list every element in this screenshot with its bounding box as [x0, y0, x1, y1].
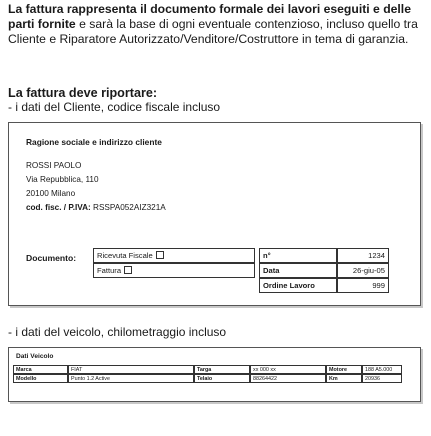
date-value: 26-giu-05: [337, 263, 389, 278]
bullet-vehicle: - i dati del veicolo, chilometraggio incluso: [8, 325, 227, 339]
order-value: 999: [337, 278, 389, 293]
invoice-checkbox: [124, 266, 132, 274]
plate-label: Targa: [194, 365, 250, 374]
engine-value: 188 A5.000: [362, 365, 402, 374]
chassis-value: 88264422: [250, 374, 326, 383]
customer-city: 20100 Milano: [26, 189, 76, 198]
km-label: Km: [326, 374, 362, 383]
plate-value: xx 000 xx: [250, 365, 326, 374]
model-label: Modello: [13, 374, 68, 383]
receipt-checkbox: [156, 251, 164, 259]
km-value: 20936: [362, 374, 402, 383]
number-value: 1234: [337, 248, 389, 263]
customer-tax: [26, 203, 166, 212]
customer-box-title: Ragione sociale e indirizzo cliente: [26, 137, 162, 147]
chassis-label: Telaio: [194, 374, 250, 383]
document-option-receipt: [93, 248, 255, 263]
date-label: Data: [259, 263, 337, 278]
customer-tax-label: cod. fisc. / P.IVA:: [26, 203, 91, 212]
order-label: Ordine Lavoro: [259, 278, 337, 293]
engine-label: Motore: [326, 365, 362, 374]
intro-paragraph: [8, 2, 424, 47]
customer-tax-value: RSSPA052AIZ321A: [93, 203, 166, 212]
document-label: Documento:: [26, 253, 77, 263]
intro-bold: La fattura rappresenta il documento formale dei lavori eseguiti e delle parti fornite: [8, 2, 411, 31]
vehicle-box-title: Dati Veicolo: [16, 353, 54, 360]
customer-box: [8, 122, 421, 306]
intro-rest: e sarà la base di ogni eventuale contenzioso, incluso quello tra Cliente e Riparatore Autorizzato/Venditore/Costruttore in tema di garanzia.: [8, 17, 418, 46]
model-value: Punto 1.2 Active: [68, 374, 194, 383]
section-heading: La fattura deve riportare:: [8, 86, 158, 100]
vehicle-box: [8, 347, 421, 402]
number-label: n°: [259, 248, 337, 263]
receipt-label: Ricevuta Fiscale: [97, 251, 153, 260]
invoice-label: Fattura: [97, 266, 122, 275]
brand-value: FIAT: [68, 365, 194, 374]
bullet-customer: - i dati del Cliente, codice fiscale incluso: [8, 100, 221, 114]
brand-label: Marca: [13, 365, 68, 374]
customer-name: ROSSI PAOLO: [26, 161, 82, 170]
document-option-invoice: [93, 263, 255, 278]
customer-street: Via Repubblica, 110: [26, 175, 99, 184]
